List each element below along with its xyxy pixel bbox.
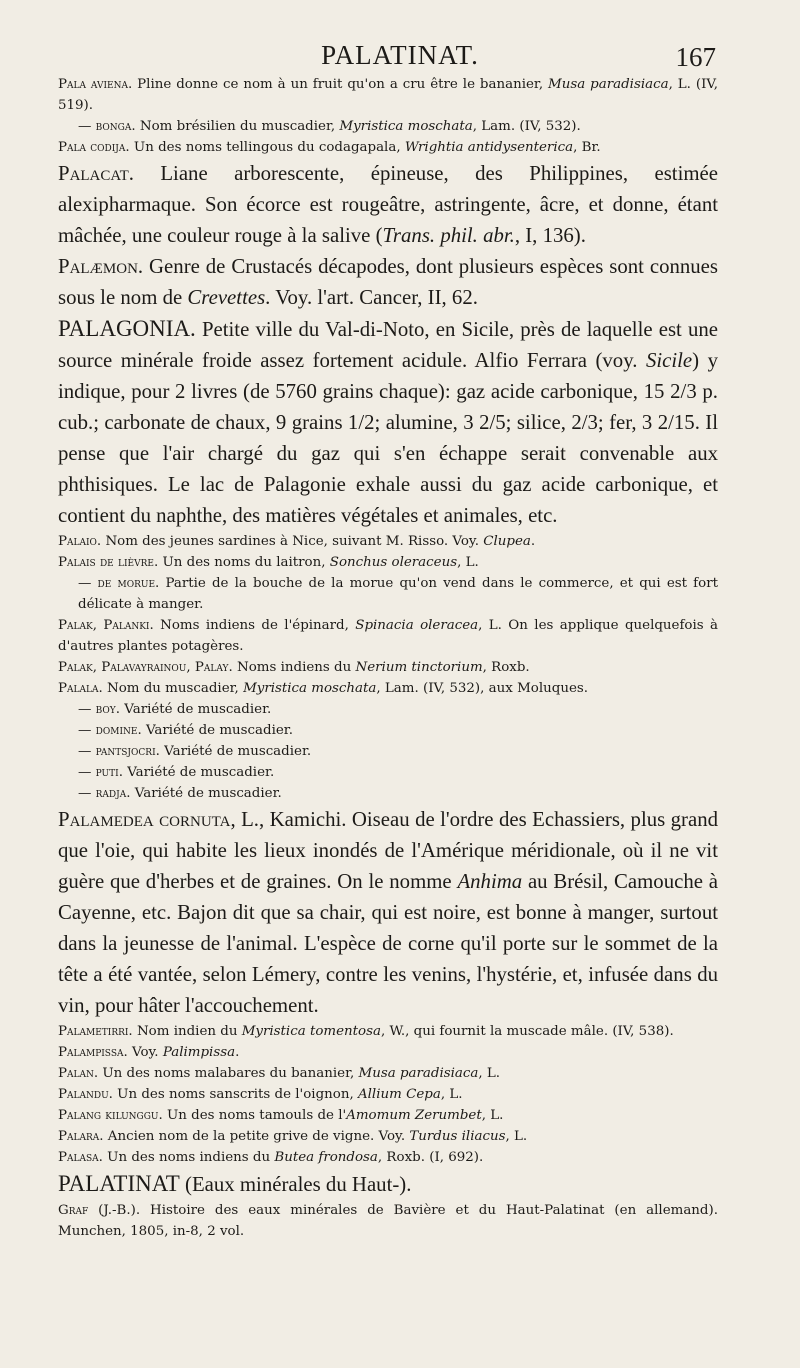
entry-rest: . [530,534,536,549]
entry-rest: , L. [505,1129,528,1144]
entry-italic: Clupea [483,534,531,549]
entry-rest: au Brésil, Camouche à Cayenne, etc. Bajon dit que sa chair, qui est noire, est bonne à manger, surtout dans la jeunesse de l'animal. L'espèce de corne qu'il porte sur le sommet de la tête a été vantée, selon Lémery, contre les venins, l'hystérie, et, infusée dans du vin, pour hâter l'accouchement. [58,870,718,1017]
dictionary-entry [58,74,718,116]
entry-text: Variété de muscadier. [122,765,275,780]
entry-term: Palais de lièvre. [58,555,159,570]
entry-text: Un des noms malabares du bananier, [98,1066,359,1081]
entry-term: Palandu. [58,1087,113,1102]
entry-italic: Musa paradisiaca [548,77,669,92]
entry-term: — pantsjocri. [78,744,160,759]
entry-italic: Allium Cepa [357,1087,441,1102]
entry-term: — puti. [78,765,123,780]
entry-term: Palasa. [58,1150,103,1165]
entry-text: Nom brésilien du muscadier, [135,119,340,134]
entry-text: Noms indiens du [232,660,356,675]
entry-term: Palamedea cornuta, L., [58,808,265,831]
entry-rest: ) y indique, pour 2 livres (de 5760 grains chaque): gaz acide carbonique, 15 2/3 p. cub.; carbonate de chaux, 9 grains 1/2; alumine, 3 2/5; silice, 2/3; fer, 3 2/15. Il pense que l'air chargé du gaz qui s'en échappe serait convenable aux phthisiques. Le lac de Palagonie exhale aussi du gaz acide carbonique, et contient du naphthe, des matières végétales et animales, etc. [58,349,718,527]
entry-italic: Amomum Zerumbet [346,1108,482,1123]
entry-term: PALATINAT [58,1171,180,1196]
entry-italic: Musa paradisiaca [358,1066,479,1081]
entry-rest: , Lam. (IV, 532), aux Moluques. [376,681,589,696]
entry-term: Pala codija. [58,140,130,155]
entry-rest: , L. [457,555,479,570]
dictionary-entry [58,720,718,741]
entry-text: Un des noms indiens du [102,1150,275,1165]
dictionary-entry [58,804,718,1021]
dictionary-entry [58,531,718,552]
entry-term: — bonga. [78,119,136,134]
entry-text: Partie de la bouche de la morue qu'on vend dans le commerce, et qui est fort délicate à manger. [78,576,718,612]
entry-italic: Myristica tomentosa [241,1024,381,1039]
entry-text: Variété de muscadier. [130,786,282,801]
entry-text: (Eaux minérales du Haut-). [179,1173,412,1196]
dictionary-entry [58,678,718,699]
entry-term: Palak, Palanki. [58,618,154,633]
dictionary-body [58,74,718,1242]
entry-term: — de morue. [78,576,160,591]
entry-rest: , L. [481,1108,504,1123]
entry-term: — boy. [78,702,121,717]
entry-italic: Anhima [457,870,523,893]
entry-term: Pala aviena. [58,77,133,92]
entry-text: Petite ville du Val-di-Noto, en Sicile, près de laquelle est une source minérale froide assez fortement acidule. Alfio Ferrara (voy. [58,318,718,372]
entry-rest: , Roxb. (I, 692). [377,1150,484,1165]
dictionary-entry [58,116,718,137]
dictionary-entry [58,741,718,762]
entry-text: Noms indiens de l'épinard, [153,618,356,633]
entry-term: Palang kilunggu. [58,1108,163,1123]
entry-italic: Palimpissa [162,1045,236,1060]
entry-term: — radja. [78,786,131,801]
dictionary-entry [58,1147,718,1168]
entry-rest: , Roxb. [482,660,530,675]
entry-rest: , W., qui fournit la muscade mâle. (IV, 538). [380,1024,674,1039]
entry-italic: Crevettes [187,286,266,309]
dictionary-entry [58,1105,718,1126]
entry-rest: , I, 136). [514,224,586,247]
dictionary-entry [58,158,718,251]
entry-rest: . [235,1045,240,1060]
page-number: 167 [675,42,716,72]
entry-text: Variété de muscadier. [120,702,272,717]
entry-term: Palala. [58,681,103,696]
entry-term: Palampissa. [58,1045,128,1060]
entry-rest: . Voy. l'art. Cancer, II, 62. [265,286,478,309]
entry-text: Un des noms tamouls de l' [162,1108,347,1123]
dictionary-entry [58,783,718,804]
dictionary-entry [58,762,718,783]
entry-term: Palara. [58,1129,104,1144]
dictionary-entry [58,1126,718,1147]
entry-rest: , Br. [573,140,601,155]
entry-italic: Myristica moschata [243,681,377,696]
entry-term: Palæmon. [58,255,144,278]
entry-text: Pline donne ce nom à un fruit qu'on a cru être le bananier, [132,77,549,92]
dictionary-entry [58,137,718,158]
entry-term: Palan. [58,1066,99,1081]
entry-text: Liane arborescente, épineuse, des Philippines, estimée alexipharmaque. Son écorce est rougeâtre, astringente, âcre, et donne, étant mâchée, une couleur rouge à la salive ( [58,162,718,247]
entry-rest: , L. (IV, 519). [58,77,718,113]
entry-term: — domine. [78,723,142,738]
entry-text: Variété de muscadier. [159,744,312,759]
entry-text: Genre de Crustacés décapodes, dont plusieurs espèces sont connues sous le nom de [58,255,718,309]
entry-term: Palametirri. [58,1024,133,1039]
entry-term: Palak, Palavayrainou, Palay. [58,660,233,675]
entry-text: Ancien nom de la petite grive de vigne. Voy. [103,1129,410,1144]
entry-term: Palaio. [58,534,102,549]
entry-italic: Sicile [645,349,693,372]
dictionary-entry [58,1021,718,1042]
entry-term: PALAGONIA. [58,316,196,341]
dictionary-entry [58,1042,718,1063]
dictionary-entry [58,251,718,313]
entry-rest: , L. [440,1087,463,1102]
entry-italic: Turdus iliacus [409,1129,506,1144]
dictionary-entry [58,699,718,720]
dictionary-entry [58,1200,718,1242]
dictionary-entry [58,573,718,615]
entry-rest: , L. On les applique quelquefois à d'autres plantes potagères. [58,618,719,654]
entry-italic: Sonchus oleraceus [329,555,458,570]
dictionary-entry [58,552,718,573]
dictionary-entry [58,313,718,531]
entry-term: Graf (J.-B.). [58,1203,141,1218]
dictionary-entry [58,1084,718,1105]
dictionary-entry [58,1063,718,1084]
entry-text: Nom des jeunes sardines à Nice, suivant M. Risso. Voy. [101,534,484,549]
entry-text: Un des noms sanscrits de l'oignon, [112,1087,358,1102]
entry-text: Kamichi. Oiseau de l'ordre des Echassiers, plus grand que l'oie, qui habite les lieux inondés de l'Amérique méridionale, où il ne vit guère que d'herbes et de graines. On le nomme [58,808,718,893]
entry-term: Palacat. [58,162,134,185]
entry-text: Nom indien du [132,1024,242,1039]
entry-italic: Myristica moschata [339,119,473,134]
entry-text: Un des noms du laitron, [158,555,330,570]
entry-italic: Wrightia antidysenterica [404,140,574,155]
entry-text: Histoire des eaux minérales de Bavière et du Haut-Palatinat (en allemand). Munchen, 1805, in-8, 2 vol. [58,1203,718,1239]
entry-italic: Trans. phil. abr. [382,224,515,247]
entry-text: Nom du muscadier, [102,681,244,696]
entry-text: Variété de muscadier. [141,723,293,738]
dictionary-entry [58,1168,718,1200]
running-title: PALATINAT. [321,40,479,70]
entry-text: Voy. [127,1045,163,1060]
entry-italic: Butea frondosa [274,1150,378,1165]
entry-italic: Nerium tinctorium [355,660,483,675]
entry-text: Un des noms tellingous du codagapala, [129,140,405,155]
dictionary-entry [58,615,718,657]
entry-rest: , L. [478,1066,501,1081]
entry-rest: , Lam. (IV, 532). [472,119,581,134]
dictionary-entry [58,657,718,678]
entry-italic: Spinacia oleracea [355,618,479,633]
